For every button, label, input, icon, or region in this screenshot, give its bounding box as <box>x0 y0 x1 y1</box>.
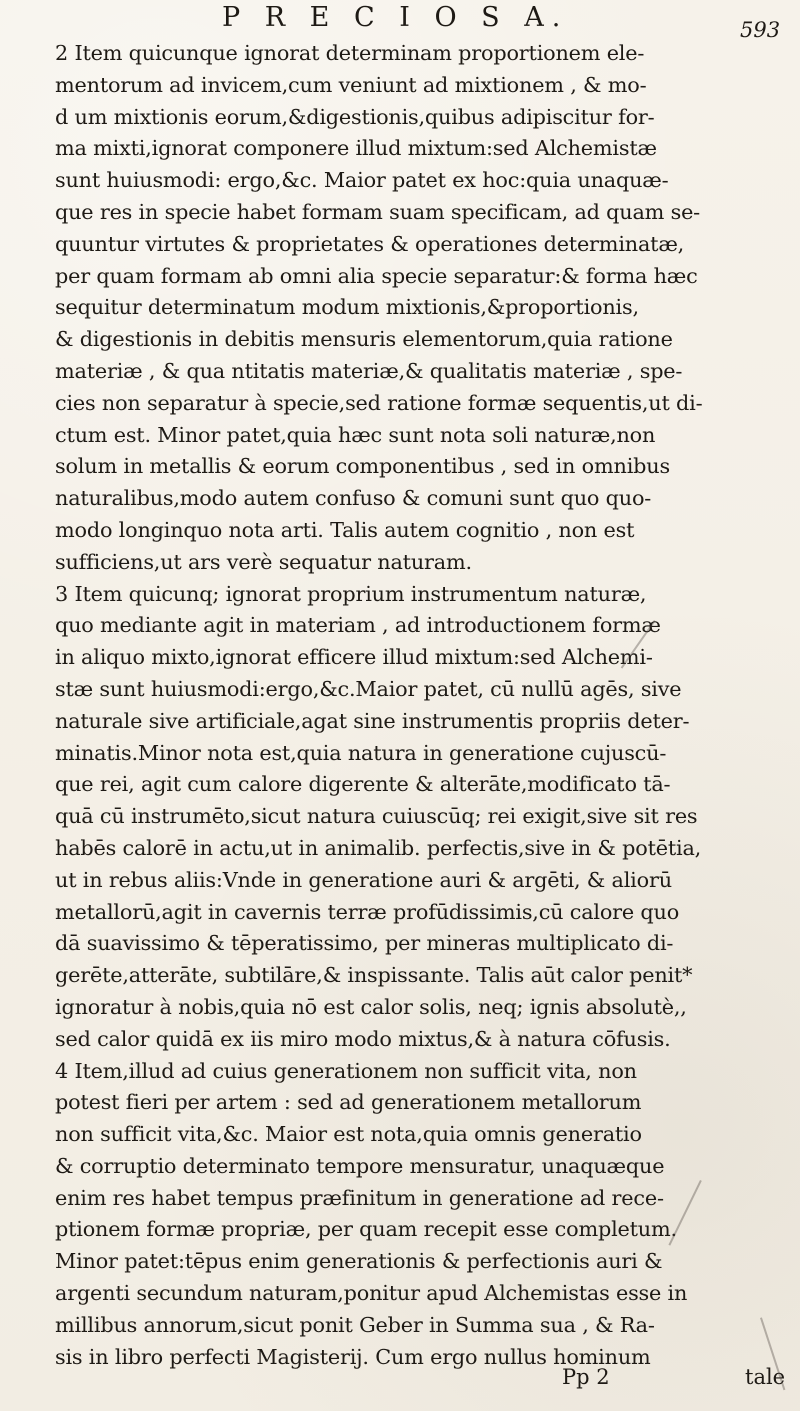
text-line: enim res habet tempus præfinitum in generatione ad rece- <box>55 1185 664 1210</box>
text-line: mentorum ad invicem,cum veniunt ad mixtionem , & mo- <box>55 72 647 97</box>
text-line: materiæ , & qua ntitatis materiæ,& qualitatis materiæ , spe- <box>55 358 683 383</box>
page-signature: Pp 2 <box>562 1365 610 1389</box>
text-line: quuntur virtutes & proprietates & operationes determinatæ, <box>55 231 685 256</box>
text-line: millibus annorum,sicut ponit Geber in Summa sua , & Ra- <box>55 1312 655 1337</box>
text-line: 3 Item quicunq; ignorat proprium instrumentum naturæ, <box>55 581 647 606</box>
text-line: gerēte,atterāte, subtilāre,& inspissante. Talis aūt calor penit* <box>55 963 693 988</box>
text-line: non sufficit vita,&c. Maior est nota,quia omnis generatio <box>55 1122 642 1147</box>
text-line: argenti secundum naturam,ponitur apud Alchemistas esse in <box>55 1281 688 1306</box>
text-line: dā suavissimo & tēperatissimo, per mineras multiplicato di- <box>55 931 674 956</box>
text-line: ignoratur à nobis,quia nō est calor solis, neq; ignis absolutè,, <box>55 994 687 1019</box>
text-line: habēs calorē in actu,ut in animalib. perfectis,sive in & potētia, <box>55 835 702 860</box>
text-line: ptionem formæ propriæ, per quam recepit esse completum. <box>55 1217 677 1242</box>
text-line: per quam formam ab omni alia specie separatur:& forma hæc <box>55 263 698 288</box>
text-line: cies non separatur à specie,sed ratione formæ sequentis,ut di- <box>55 390 703 415</box>
text-line: & corruptio determinato tempore mensuratur, unaquæque <box>55 1153 665 1178</box>
text-line: sequitur determinatum modum mixtionis,&proportionis, <box>55 295 639 320</box>
text-line: que res in specie habet formam suam specificam, ad quam se- <box>55 199 701 224</box>
page-catchword: tale <box>745 1365 786 1389</box>
text-line: stæ sunt huiusmodi:ergo,&c.Maior patet, cū nullū agēs, sive <box>55 676 682 701</box>
text-line: 4 Item,illud ad cuius generationem non sufficit vita, non <box>55 1058 637 1083</box>
page-footer <box>562 1365 786 1399</box>
text-line: sed calor quidā ex iis miro modo mixtus,& à natura cōfusis. <box>55 1026 671 1051</box>
text-line: sis in libro perfecti Magisterij. Cum ergo nullus hominum <box>55 1344 651 1369</box>
text-line: solum in metallis & eorum componentibus , sed in omnibus <box>55 454 670 479</box>
text-line: & digestionis in debitis mensuris elementorum,quia ratione <box>55 327 673 352</box>
text-line: Minor patet:tēpus enim generationis & perfectionis auri & <box>55 1249 663 1274</box>
text-line: metallorū,agit in cavernis terræ profūdissimis,cū calore quo <box>55 899 680 924</box>
text-line: quo mediante agit in materiam , ad introductionem formæ <box>55 613 661 638</box>
page-folio-number: 593 <box>740 18 781 42</box>
text-line: ut in rebus aliis:Vnde in generatione auri & argēti, & aliorū <box>55 867 672 892</box>
text-line: sufficiens,ut ars verè sequatur naturam. <box>55 549 472 574</box>
text-line: minatis.Minor nota est,quia natura in generatione cujuscū- <box>55 740 667 765</box>
text-line: quā cū instrumēto,sicut natura cuiuscūq; rei exigit,sive sit res <box>55 804 698 829</box>
text-line: que rei, agit cum calore digerente & alterāte,modificato tā- <box>55 772 671 797</box>
text-line: ctum est. Minor patet,quia hæc sunt nota soli naturæ,non <box>55 422 656 447</box>
text-line: naturale sive artificiale,agat sine instrumentis propriis deter- <box>55 708 690 733</box>
page-running-title: P R E C I O S A. <box>222 2 569 33</box>
text-line: ma mixti,ignorat componere illud mixtum:sed Alchemistæ <box>55 136 657 161</box>
text-line: d um mixtionis eorum,&digestionis,quibus adipiscitur for- <box>55 104 655 129</box>
text-line: modo longinquo nota arti. Talis autem cognitio , non est <box>55 517 635 542</box>
text-line: naturalibus,modo autem confuso & comuni sunt quo quo- <box>55 486 652 511</box>
text-line: in aliquo mixto,ignorat efficere illud mixtum:sed Alchemi- <box>55 645 653 670</box>
text-line: 2 Item quicunque ignorat determinam proportionem ele- <box>55 41 645 65</box>
text-line: sunt huiusmodi: ergo,&c. Maior patet ex hoc:quia unaquæ- <box>55 168 669 193</box>
text-block <box>55 38 769 1373</box>
text-line: potest fieri per artem : sed ad generationem metallorum <box>55 1090 642 1115</box>
